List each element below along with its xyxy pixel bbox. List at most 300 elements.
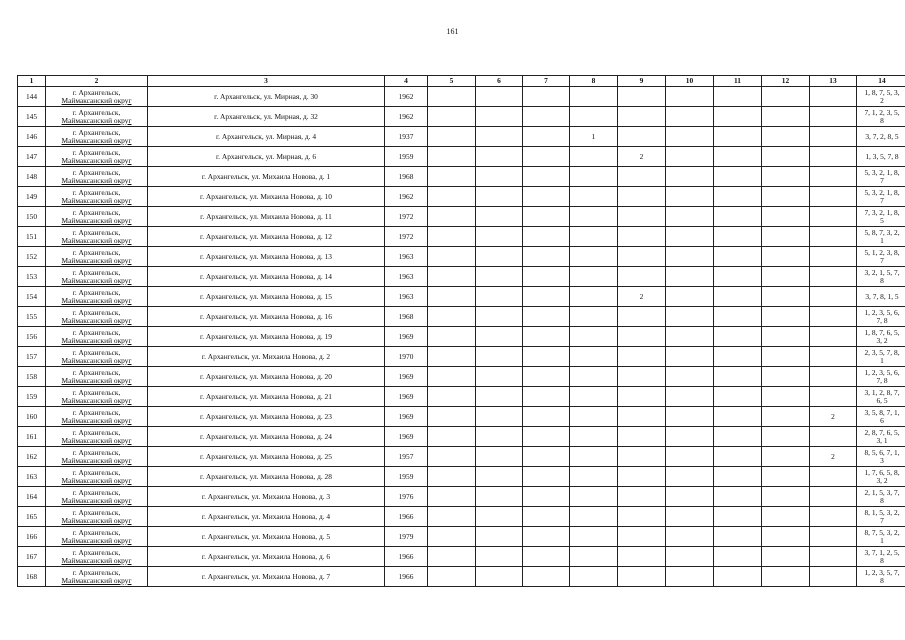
value-cell-13 <box>810 247 857 267</box>
value-cell-8 <box>570 407 618 427</box>
value-14-line-2: 7, 8 <box>876 375 888 385</box>
address-cell: г. Архангельск, ул. Михаила Новова, д. 3 <box>148 487 385 507</box>
value-cell-5 <box>428 187 476 207</box>
value-cell-13 <box>810 387 857 407</box>
value-cell-9 <box>618 487 666 507</box>
district-city-text: г. Архангельск, <box>72 267 121 277</box>
value-cell-11 <box>714 447 762 467</box>
table-row <box>18 267 905 287</box>
district-city-text: г. Архангельск, <box>72 327 121 337</box>
value-14-line-2: 8 <box>880 275 884 285</box>
value-cell-8 <box>570 327 618 347</box>
address-cell: г. Архангельск, ул. Михаила Новова, д. 10 <box>148 187 385 207</box>
value-cell-14 <box>857 187 905 207</box>
table-row <box>18 167 905 187</box>
value-cell-7 <box>523 187 570 207</box>
value-cell-5 <box>428 507 476 527</box>
value-cell-6 <box>476 147 523 167</box>
value-cell-8 <box>570 507 618 527</box>
year-cell: 1963 <box>385 287 428 307</box>
value-14-line-2: 6, 5 <box>876 395 888 405</box>
district-cell <box>46 167 148 187</box>
value-cell-6 <box>476 547 523 567</box>
district-okrug-text: Маймаксанский округ <box>61 195 132 205</box>
value-14-line-2: 5 <box>880 215 884 225</box>
column-header-2: 2 <box>46 76 148 87</box>
value-14-line-1: 5, 3, 2, 1, 8, <box>864 187 900 197</box>
value-cell-13 <box>810 127 857 147</box>
value-cell-8 <box>570 187 618 207</box>
row-number-cell: 159 <box>18 387 46 407</box>
value-cell-7 <box>523 267 570 287</box>
header-row <box>18 76 905 87</box>
value-cell-12 <box>762 327 810 347</box>
value-cell-7 <box>523 547 570 567</box>
value-cell-12 <box>762 427 810 447</box>
district-city-text: г. Архангельск, <box>72 247 121 257</box>
value-cell-14 <box>857 507 905 527</box>
column-header-9: 9 <box>618 76 666 87</box>
value-cell-11 <box>714 287 762 307</box>
value-cell-9 <box>618 327 666 347</box>
value-cell-13 <box>810 307 857 327</box>
column-header-7: 7 <box>523 76 570 87</box>
value-cell-12 <box>762 367 810 387</box>
value-cell-10 <box>666 207 714 227</box>
row-number-cell: 147 <box>18 147 46 167</box>
value-14-line-2: 3 <box>880 455 884 465</box>
value-14-line-1: 1, 2, 3, 5, 6, <box>864 307 900 317</box>
address-cell: г. Архангельск, ул. Михаила Новова, д. 28 <box>148 467 385 487</box>
value-cell-6 <box>476 107 523 127</box>
value-cell-9 <box>618 307 666 327</box>
address-cell: г. Архангельск, ул. Михаила Новова, д. 20 <box>148 367 385 387</box>
district-okrug-text: Маймаксанский округ <box>61 375 132 385</box>
value-cell-5 <box>428 207 476 227</box>
page-number: 161 <box>446 27 459 36</box>
table-row <box>18 287 905 307</box>
row-number-cell: 153 <box>18 267 46 287</box>
value-cell-13 <box>810 507 857 527</box>
value-cell-7 <box>523 227 570 247</box>
value-cell-5 <box>428 107 476 127</box>
value-14-line-1: 2, 1, 5, 3, 7, <box>864 487 900 497</box>
value-cell-7 <box>523 447 570 467</box>
value-14-line-2: 7 <box>880 175 884 185</box>
column-header-13: 13 <box>810 76 857 87</box>
district-city-text: г. Архангельск, <box>72 307 121 317</box>
value-14-line-1: 2, 3, 5, 7, 8, <box>864 347 900 357</box>
value-cell-5 <box>428 487 476 507</box>
address-cell: г. Архангельск, ул. Мирная, д. 30 <box>148 87 385 107</box>
value-cell-11 <box>714 387 762 407</box>
value-14-line-2: 6 <box>880 415 884 425</box>
value-cell-11 <box>714 467 762 487</box>
value-cell-5 <box>428 387 476 407</box>
table-row <box>18 487 905 507</box>
value-cell-12 <box>762 127 810 147</box>
value-cell-10 <box>666 407 714 427</box>
value-14-line-1: 3, 7, 1, 2, 5, <box>864 547 900 557</box>
value-cell-9 <box>618 347 666 367</box>
year-cell: 1970 <box>385 347 428 367</box>
value-cell-14 <box>857 447 905 467</box>
value-cell-11 <box>714 567 762 587</box>
table-row <box>18 427 905 447</box>
table-row <box>18 367 905 387</box>
value-14-line-1: 1, 2, 3, 5, 7, <box>864 567 900 577</box>
address-cell: г. Архангельск, ул. Михаила Новова, д. 1 <box>148 167 385 187</box>
row-number-cell: 165 <box>18 507 46 527</box>
district-city-text: г. Архангельск, <box>72 347 121 357</box>
value-cell-8 <box>570 267 618 287</box>
value-cell-14 <box>857 567 905 587</box>
district-city-text: г. Архангельск, <box>72 527 121 537</box>
value-cell-8: 1 <box>570 127 618 147</box>
value-14-line-1: 3, 7, 8, 1, 5 <box>865 291 899 301</box>
value-cell-11 <box>714 487 762 507</box>
value-cell-9 <box>618 87 666 107</box>
value-cell-11 <box>714 407 762 427</box>
value-cell-7 <box>523 247 570 267</box>
row-number-cell: 155 <box>18 307 46 327</box>
row-number-cell: 152 <box>18 247 46 267</box>
district-cell <box>46 267 148 287</box>
value-cell-6 <box>476 347 523 367</box>
value-cell-8 <box>570 167 618 187</box>
value-cell-7 <box>523 167 570 187</box>
value-14-line-1: 1, 8, 7, 6, 5, <box>864 327 900 337</box>
value-cell-6 <box>476 227 523 247</box>
row-number-cell: 158 <box>18 367 46 387</box>
value-cell-11 <box>714 127 762 147</box>
table-row <box>18 87 905 107</box>
value-cell-12 <box>762 207 810 227</box>
year-cell: 1937 <box>385 127 428 147</box>
district-cell <box>46 187 148 207</box>
value-cell-12 <box>762 107 810 127</box>
district-okrug-text: Маймаксанский округ <box>61 215 132 225</box>
district-okrug-text: Маймаксанский округ <box>61 95 132 105</box>
year-cell: 1959 <box>385 147 428 167</box>
value-cell-11 <box>714 187 762 207</box>
value-cell-8 <box>570 307 618 327</box>
value-cell-6 <box>476 467 523 487</box>
value-cell-14 <box>857 487 905 507</box>
value-cell-12 <box>762 247 810 267</box>
value-14-line-2: 3, 2 <box>876 335 888 345</box>
row-number-cell: 168 <box>18 567 46 587</box>
value-cell-14 <box>857 327 905 347</box>
value-cell-7 <box>523 567 570 587</box>
value-cell-12 <box>762 287 810 307</box>
value-cell-11 <box>714 547 762 567</box>
value-14-line-1: 3, 1, 2, 8, 7, <box>864 387 900 397</box>
value-cell-13 <box>810 427 857 447</box>
row-number-cell: 160 <box>18 407 46 427</box>
column-header-12: 12 <box>762 76 810 87</box>
value-14-line-1: 7, 1, 2, 3, 5, <box>864 107 900 117</box>
year-cell: 1972 <box>385 207 428 227</box>
value-cell-8 <box>570 387 618 407</box>
value-cell-13 <box>810 107 857 127</box>
value-cell-13 <box>810 567 857 587</box>
value-cell-8 <box>570 467 618 487</box>
value-cell-6 <box>476 307 523 327</box>
value-cell-6 <box>476 427 523 447</box>
district-okrug-text: Маймаксанский округ <box>61 155 132 165</box>
district-cell <box>46 107 148 127</box>
value-14-line-2: 8 <box>880 495 884 505</box>
district-okrug-text: Маймаксанский округ <box>61 475 132 485</box>
value-cell-14 <box>857 87 905 107</box>
value-14-line-2: 8 <box>880 555 884 565</box>
value-cell-9 <box>618 387 666 407</box>
value-cell-7 <box>523 127 570 147</box>
value-14-line-2: 7 <box>880 255 884 265</box>
district-city-text: г. Архангельск, <box>72 547 121 557</box>
value-cell-12 <box>762 527 810 547</box>
value-cell-5 <box>428 287 476 307</box>
value-cell-14 <box>857 387 905 407</box>
row-number-cell: 144 <box>18 87 46 107</box>
value-cell-11 <box>714 247 762 267</box>
value-cell-8 <box>570 87 618 107</box>
value-cell-12 <box>762 507 810 527</box>
row-number-cell: 145 <box>18 107 46 127</box>
district-okrug-text: Маймаксанский округ <box>61 335 132 345</box>
value-cell-7 <box>523 407 570 427</box>
value-cell-9: 2 <box>618 287 666 307</box>
value-cell-11 <box>714 507 762 527</box>
value-cell-11 <box>714 267 762 287</box>
value-cell-6 <box>476 247 523 267</box>
value-14-line-2: 3, 2 <box>876 475 888 485</box>
value-14-line-1: 7, 3, 2, 1, 8, <box>864 207 900 217</box>
value-cell-13 <box>810 207 857 227</box>
value-cell-7 <box>523 147 570 167</box>
value-cell-8 <box>570 527 618 547</box>
row-number-cell: 146 <box>18 127 46 147</box>
year-cell: 1976 <box>385 487 428 507</box>
value-cell-8 <box>570 427 618 447</box>
district-cell <box>46 487 148 507</box>
district-okrug-text: Маймаксанский округ <box>61 555 132 565</box>
value-cell-6 <box>476 567 523 587</box>
value-cell-10 <box>666 547 714 567</box>
district-cell <box>46 507 148 527</box>
address-cell: г. Архангельск, ул. Мирная, д. 32 <box>148 107 385 127</box>
value-cell-10 <box>666 347 714 367</box>
value-cell-5 <box>428 127 476 147</box>
value-cell-9 <box>618 187 666 207</box>
value-cell-13 <box>810 327 857 347</box>
table-row <box>18 567 905 587</box>
value-cell-11 <box>714 87 762 107</box>
address-cell: г. Архангельск, ул. Мирная, д. 4 <box>148 127 385 147</box>
district-okrug-text: Маймаксанский округ <box>61 455 132 465</box>
column-header-5: 5 <box>428 76 476 87</box>
district-okrug-text: Маймаксанский округ <box>61 535 132 545</box>
value-cell-7 <box>523 87 570 107</box>
address-cell: г. Архангельск, ул. Михаила Новова, д. 15 <box>148 287 385 307</box>
row-number-cell: 167 <box>18 547 46 567</box>
value-cell-8 <box>570 247 618 267</box>
buildings-table <box>17 75 905 587</box>
value-cell-11 <box>714 527 762 547</box>
district-cell <box>46 327 148 347</box>
district-city-text: г. Архангельск, <box>72 487 121 497</box>
value-cell-10 <box>666 127 714 147</box>
row-number-cell: 164 <box>18 487 46 507</box>
district-okrug-text: Маймаксанский округ <box>61 115 132 125</box>
value-cell-11 <box>714 207 762 227</box>
value-cell-10 <box>666 147 714 167</box>
value-cell-11 <box>714 107 762 127</box>
value-cell-14 <box>857 407 905 427</box>
district-cell <box>46 447 148 467</box>
value-14-line-1: 3, 7, 2, 8, 5 <box>865 131 899 141</box>
value-cell-7 <box>523 487 570 507</box>
value-cell-8 <box>570 347 618 367</box>
column-header-10: 10 <box>666 76 714 87</box>
table-row <box>18 127 905 147</box>
value-14-line-2: 8 <box>880 575 884 585</box>
district-city-text: г. Архангельск, <box>72 127 121 137</box>
row-number-cell: 148 <box>18 167 46 187</box>
value-cell-13 <box>810 347 857 367</box>
value-cell-9 <box>618 267 666 287</box>
value-14-line-1: 1, 8, 7, 5, 3, <box>864 87 900 97</box>
address-cell: г. Архангельск, ул. Михаила Новова, д. 11 <box>148 207 385 227</box>
value-cell-12 <box>762 407 810 427</box>
year-cell: 1969 <box>385 327 428 347</box>
district-okrug-text: Маймаксанский округ <box>61 515 132 525</box>
value-cell-10 <box>666 187 714 207</box>
address-cell: г. Архангельск, ул. Михаила Новова, д. 19 <box>148 327 385 347</box>
value-cell-6 <box>476 87 523 107</box>
value-cell-9 <box>618 567 666 587</box>
value-cell-13 <box>810 547 857 567</box>
value-cell-12 <box>762 467 810 487</box>
value-14-line-2: 7, 8 <box>876 315 888 325</box>
value-cell-11 <box>714 427 762 447</box>
district-city-text: г. Архангельск, <box>72 567 121 577</box>
value-cell-7 <box>523 347 570 367</box>
value-cell-9: 2 <box>618 147 666 167</box>
year-cell: 1969 <box>385 407 428 427</box>
value-cell-13 <box>810 367 857 387</box>
value-cell-5 <box>428 447 476 467</box>
value-cell-5 <box>428 407 476 427</box>
value-cell-6 <box>476 387 523 407</box>
value-cell-14 <box>857 547 905 567</box>
value-cell-14 <box>857 107 905 127</box>
value-14-line-1: 3, 2, 1, 5, 7, <box>864 267 900 277</box>
value-cell-14 <box>857 147 905 167</box>
district-cell <box>46 287 148 307</box>
value-cell-5 <box>428 367 476 387</box>
value-cell-7 <box>523 307 570 327</box>
district-cell <box>46 467 148 487</box>
value-cell-12 <box>762 387 810 407</box>
column-header-3: 3 <box>148 76 385 87</box>
value-cell-7 <box>523 387 570 407</box>
value-14-line-2: 2 <box>880 95 884 105</box>
address-cell: г. Архангельск, ул. Михаила Новова, д. 7 <box>148 567 385 587</box>
row-number-cell: 157 <box>18 347 46 367</box>
district-city-text: г. Архангельск, <box>72 287 121 297</box>
value-cell-9 <box>618 167 666 187</box>
value-cell-14 <box>857 287 905 307</box>
district-city-text: г. Архангельск, <box>72 207 121 217</box>
district-okrug-text: Маймаксанский округ <box>61 435 132 445</box>
value-cell-10 <box>666 567 714 587</box>
value-cell-9 <box>618 107 666 127</box>
district-city-text: г. Архангельск, <box>72 447 121 457</box>
district-okrug-text: Маймаксанский округ <box>61 395 132 405</box>
value-cell-8 <box>570 227 618 247</box>
value-cell-9 <box>618 127 666 147</box>
value-cell-11 <box>714 167 762 187</box>
table-row <box>18 507 905 527</box>
value-cell-11 <box>714 347 762 367</box>
year-cell: 1972 <box>385 227 428 247</box>
year-cell: 1962 <box>385 87 428 107</box>
value-cell-10 <box>666 467 714 487</box>
address-cell: г. Архангельск, ул. Михаила Новова, д. 12 <box>148 227 385 247</box>
value-cell-9 <box>618 367 666 387</box>
value-cell-14 <box>857 427 905 447</box>
district-okrug-text: Маймаксанский округ <box>61 235 132 245</box>
value-cell-14 <box>857 247 905 267</box>
value-cell-10 <box>666 507 714 527</box>
district-cell <box>46 247 148 267</box>
value-cell-14 <box>857 127 905 147</box>
district-city-text: г. Архангельск, <box>72 407 121 417</box>
value-cell-14 <box>857 267 905 287</box>
address-cell: г. Архангельск, ул. Михаила Новова, д. 21 <box>148 387 385 407</box>
value-cell-7 <box>523 427 570 447</box>
value-cell-5 <box>428 307 476 327</box>
value-14-line-1: 8, 5, 6, 7, 1, <box>864 447 900 457</box>
table-row <box>18 107 905 127</box>
table-row <box>18 447 905 467</box>
value-cell-10 <box>666 227 714 247</box>
table-row <box>18 187 905 207</box>
value-cell-5 <box>428 227 476 247</box>
value-cell-6 <box>476 507 523 527</box>
value-cell-10 <box>666 367 714 387</box>
value-cell-8 <box>570 287 618 307</box>
district-city-text: г. Архангельск, <box>72 427 121 437</box>
value-14-line-2: 7 <box>880 195 884 205</box>
value-cell-13 <box>810 167 857 187</box>
value-14-line-1: 1, 2, 3, 5, 6, <box>864 367 900 377</box>
value-cell-5 <box>428 267 476 287</box>
address-cell: г. Архангельск, ул. Михаила Новова, д. 5 <box>148 527 385 547</box>
district-okrug-text: Маймаксанский округ <box>61 255 132 265</box>
value-cell-12 <box>762 87 810 107</box>
value-cell-14 <box>857 167 905 187</box>
column-header-14: 14 <box>857 76 905 87</box>
value-14-line-2: 1 <box>880 235 884 245</box>
column-header-8: 8 <box>570 76 618 87</box>
year-cell: 1962 <box>385 187 428 207</box>
district-city-text: г. Архангельск, <box>72 147 121 157</box>
value-cell-6 <box>476 487 523 507</box>
value-cell-8 <box>570 107 618 127</box>
